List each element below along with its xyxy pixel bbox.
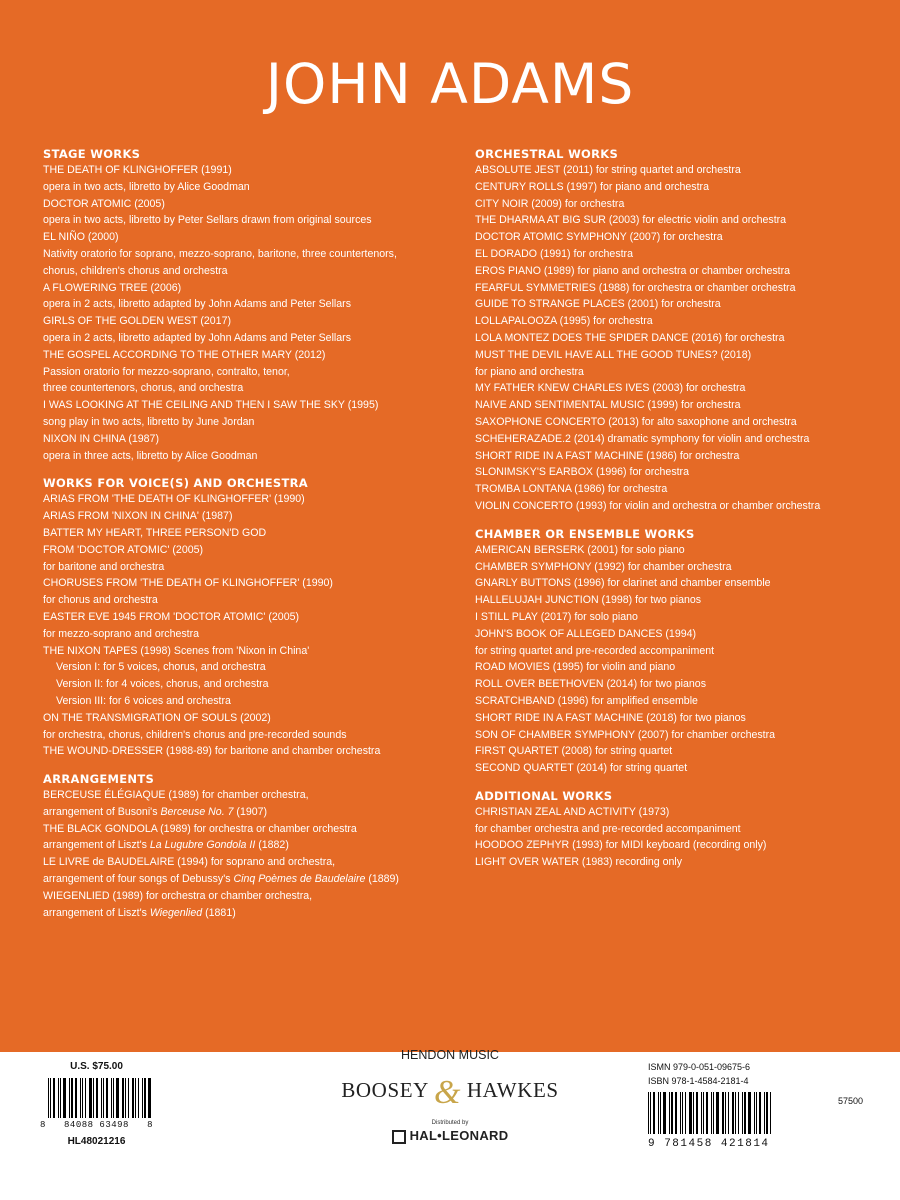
barcode-bar — [132, 1078, 134, 1118]
barcode-bar — [660, 1092, 661, 1134]
work-line: arrangement of Busoni's Berceuse No. 7 (1907) — [43, 805, 268, 818]
work-line: A FLOWERING TREE (2006) — [43, 281, 182, 294]
hendon-music-label: HENDON MUSIC — [401, 1048, 499, 1062]
work-line: for mezzo-soprano and orchestra — [43, 627, 200, 640]
left-column — [43, 146, 463, 932]
barcode-bar — [69, 1078, 70, 1118]
composer-title: JOHN ADAMS — [265, 52, 635, 116]
barcode-bar — [759, 1092, 761, 1134]
work-line: SCRATCHBAND (1996) for amplified ensemble — [475, 694, 698, 707]
barcode-bar — [682, 1092, 683, 1134]
barcode-bar — [669, 1092, 670, 1134]
section-stage-works — [43, 146, 463, 464]
work-line: CENTURY ROLLS (1997) for piano and orchestra — [475, 180, 709, 193]
work-line: SHORT RIDE IN A FAST MACHINE (1986) for orchestra — [475, 449, 740, 462]
work-line: CITY NOIR (2009) for orchestra — [475, 197, 625, 210]
work-line: HALLELUJAH JUNCTION (1998) for two pianos — [475, 594, 702, 607]
work-title-italic: La Lugubre Gondola II — [149, 839, 256, 852]
hal-leonard-logo — [300, 1128, 600, 1144]
hal-leonard-text: HAL•LEONARD — [409, 1128, 509, 1143]
barcode-bar — [658, 1092, 659, 1134]
work-line: ARIAS FROM 'THE DEATH OF KLINGHOFFER' (1990) — [43, 493, 305, 506]
work-line: I WAS LOOKING AT THE CEILING AND THEN I SAW THE SKY (1995) — [43, 399, 379, 412]
barcode-bar — [689, 1092, 692, 1134]
work-line: THE DEATH OF KLINGHOFFER (1991) — [43, 164, 232, 176]
work-line: ROLL OVER BEETHOVEN (2014) for two pianos — [475, 678, 706, 691]
barcode-bar — [722, 1092, 724, 1134]
work-line: SON OF CHAMBER SYMPHONY (2007) for chamber orchestra — [475, 728, 776, 741]
work-line: THE NIXON TAPES (1998) Scenes from 'Nixon in China' — [43, 644, 310, 657]
work-line: DOCTOR ATOMIC (2005) — [43, 197, 165, 210]
barcode-bar — [113, 1078, 114, 1118]
barcode-bar — [75, 1078, 77, 1118]
work-line: for chamber orchestra and pre-recorded accompaniment — [475, 822, 741, 835]
publisher-block — [300, 1046, 600, 1144]
section-arrangements — [43, 771, 463, 921]
work-line: for baritone and orchestra — [43, 560, 165, 573]
work-line: CHRISTIAN ZEAL AND ACTIVITY (1973) — [475, 805, 670, 818]
work-line: BATTER MY HEART, THREE PERSON'D GOD — [43, 526, 267, 539]
work-line: three countertenors, chorus, and orchestra — [43, 382, 244, 395]
work-line: THE WOUND-DRESSER (1988-89) for baritone and chamber orchestra — [43, 745, 381, 758]
boosey-hawkes-logo — [300, 1074, 600, 1112]
upc-barcode — [48, 1078, 154, 1118]
work-title-italic: Berceuse No. 7 — [160, 805, 234, 818]
ismn-label: ISMN 979-0-051-09675-6 — [648, 1062, 751, 1072]
barcode-bar — [135, 1078, 136, 1118]
section-heading: WORKS FOR VOICE(S) AND ORCHESTRA — [43, 476, 308, 491]
barcode-bar — [744, 1092, 746, 1134]
barcode-bar — [58, 1078, 59, 1118]
barcode-bar — [106, 1078, 108, 1118]
barcode-bar — [85, 1078, 86, 1118]
work-line: SECOND QUARTET (2014) for string quartet — [475, 762, 688, 775]
work-line: ARIAS FROM 'NIXON IN CHINA' (1987) — [43, 510, 233, 523]
product-code: HL48021216 — [67, 1136, 126, 1147]
work-line: FEARFUL SYMMETRIES (1988) for orchestra or chamber orchestra — [475, 281, 796, 294]
barcode-bar — [732, 1092, 734, 1134]
price-code: 57500 — [837, 1096, 863, 1106]
work-line: ROAD MOVIES (1995) for violin and piano — [475, 661, 676, 674]
barcode-bar — [711, 1092, 712, 1134]
upc-left-digit: 8 — [40, 1120, 46, 1130]
work-line: ON THE TRANSMIGRATION OF SOULS (2002) — [43, 711, 271, 724]
barcode-bar — [728, 1092, 729, 1134]
work-line: FROM 'DOCTOR ATOMIC' (2005) — [43, 543, 204, 556]
barcode-bar — [63, 1078, 66, 1118]
barcode-bar — [742, 1092, 743, 1134]
section-heading: STAGE WORKS — [43, 147, 141, 161]
work-line: GIRLS OF THE GOLDEN WEST (2017) — [43, 315, 231, 328]
barcode-bar — [756, 1092, 757, 1134]
work-line: song play in two acts, libretto by June Jordan — [43, 415, 255, 428]
work-line: EASTER EVE 1945 FROM 'DOCTOR ATOMIC' (2005) — [43, 610, 300, 623]
barcode-bar — [148, 1078, 151, 1118]
barcode-bar — [53, 1078, 55, 1118]
barcode-bar — [50, 1078, 51, 1118]
work-line: THE BLACK GONDOLA (1989) for orchestra or chamber orchestra — [43, 822, 357, 835]
barcode-bar — [754, 1092, 755, 1134]
barcode-bar — [101, 1078, 102, 1118]
work-line: EL DORADO (1991) for orchestra — [475, 247, 633, 260]
barcode-bar — [650, 1092, 651, 1134]
ampersand-logo: & — [434, 1074, 462, 1111]
work-line: DOCTOR ATOMIC SYMPHONY (2007) for orchestra — [475, 231, 723, 244]
work-line: GNARLY BUTTONS (1996) for clarinet and chamber ensemble — [475, 577, 771, 590]
hal-leonard-icon — [392, 1130, 406, 1144]
work-line: SAXOPHONE CONCERTO (2013) for alto saxophone and orchestra — [475, 415, 797, 428]
barcode-bar — [128, 1078, 129, 1118]
work-line: CHAMBER SYMPHONY (1992) for chamber orchestra — [475, 560, 732, 573]
barcode-bar — [82, 1078, 83, 1118]
work-line: ABSOLUTE JEST (2011) for string quartet and orchestra — [475, 164, 741, 176]
work-line: NIXON IN CHINA (1987) — [43, 432, 159, 445]
section-heading: ORCHESTRAL WORKS — [475, 147, 619, 161]
work-line: AMERICAN BERSERK (2001) for solo piano — [475, 543, 685, 556]
work-line: opera in two acts, libretto by Peter Sellars drawn from original sources — [43, 214, 372, 227]
work-line: for orchestra, chorus, children's chorus and pre-recorded sounds — [43, 728, 347, 741]
upc-right-digit: 8 — [147, 1120, 153, 1130]
work-line: GUIDE TO STRANGE PLACES (2001) for orchestra — [475, 298, 721, 311]
barcode-bar — [716, 1092, 719, 1134]
work-line: FIRST QUARTET (2008) for string quartet — [475, 745, 673, 758]
barcode-bar — [125, 1078, 126, 1118]
work-line: opera in 2 acts, libretto adapted by John Adams and Peter Sellars — [43, 331, 351, 344]
barcode-bar — [725, 1092, 726, 1134]
work-line: TROMBA LONTANA (1986) for orchestra — [475, 483, 668, 496]
hawkes-text: HAWKES — [466, 1078, 559, 1102]
barcode-bar — [663, 1092, 666, 1134]
barcode-bar — [116, 1078, 119, 1118]
upc-digits: 84088 63498 — [64, 1120, 129, 1130]
isbn-barcode — [648, 1094, 774, 1134]
work-line: WIEGENLIED (1989) for orchestra or chamber orchestra, — [43, 889, 313, 902]
work-line: MUST THE DEVIL HAVE ALL THE GOOD TUNES? (2018) — [475, 348, 752, 361]
work-line: VIOLIN CONCERTO (1993) for violin and orchestra or chamber orchestra — [475, 499, 821, 512]
barcode-bar — [701, 1092, 702, 1134]
barcode-bar — [696, 1092, 698, 1134]
work-line: THE GOSPEL ACCORDING TO THE OTHER MARY (2012) — [43, 348, 326, 361]
barcode-bar — [80, 1078, 81, 1118]
work-line: Version I: for 5 voices, chorus, and orchestra — [56, 661, 266, 674]
isbn-label: ISBN 978-1-4584-2181-4 — [648, 1076, 749, 1086]
work-line: for string quartet and pre-recorded accompaniment — [475, 644, 715, 657]
barcode-bar — [685, 1092, 686, 1134]
work-line: I STILL PLAY (2017) for solo piano — [475, 610, 638, 623]
work-line: LE LIVRE de BAUDELAIRE (1994) for soprano and orchestra, — [43, 856, 336, 869]
barcode-bar — [675, 1092, 677, 1134]
barcode-bar — [703, 1092, 704, 1134]
work-line: arrangement of Liszt's Wiegenlied (1881) — [43, 906, 236, 919]
barcode-bar — [138, 1078, 139, 1118]
barcode-bar — [111, 1078, 112, 1118]
barcode-bar — [693, 1092, 694, 1134]
barcode-bar — [96, 1078, 98, 1118]
work-line: SCHEHERAZADE.2 (2014) dramatic symphony for violin and orchestra — [475, 432, 810, 445]
work-line: NAIVE AND SENTIMENTAL MUSIC (1999) for orchestra — [475, 399, 741, 412]
work-line: for piano and orchestra — [475, 365, 584, 378]
work-line: Nativity oratorio for soprano, mezzo-soprano, baritone, three countertenors, — [43, 247, 397, 260]
barcode-bar — [89, 1078, 92, 1118]
barcode-bar — [680, 1092, 681, 1134]
barcode-bar — [142, 1078, 143, 1118]
barcode-bar — [144, 1078, 146, 1118]
work-line: opera in three acts, libretto by Alice Goodman — [43, 449, 258, 462]
work-line: CHORUSES FROM 'THE DEATH OF KLINGHOFFER' (1990) — [43, 577, 333, 590]
barcode-bar — [122, 1078, 124, 1118]
work-line: LIGHT OVER WATER (1983) recording only — [475, 856, 683, 869]
barcode-bar — [706, 1092, 708, 1134]
section-works-for-voice-s-and-orchestra — [43, 475, 463, 760]
work-line: Version III: for 6 voices and orchestra — [56, 694, 231, 707]
work-title-italic: Wiegenlied — [149, 906, 203, 919]
section-chamber-or-ensemble-works — [475, 526, 885, 777]
section-heading: CHAMBER OR ENSEMBLE WORKS — [475, 526, 695, 541]
barcode-bar — [770, 1092, 771, 1134]
barcode-bar — [653, 1092, 655, 1134]
work-line: MY FATHER KNEW CHARLES IVES (2003) for orchestra — [475, 382, 746, 395]
barcode-bar — [735, 1092, 736, 1134]
work-line: opera in two acts, libretto by Alice Goodman — [43, 180, 250, 193]
section-orchestral-works — [475, 146, 885, 515]
work-line: HOODOO ZEPHYR (1993) for MIDI keyboard (recording only) — [475, 839, 767, 852]
section-heading: ADDITIONAL WORKS — [475, 788, 613, 803]
section-heading: ARRANGEMENTS — [43, 772, 155, 787]
work-line: LOLA MONTEZ DOES THE SPIDER DANCE (2016) for orchestra — [475, 331, 785, 344]
barcode-bar — [71, 1078, 73, 1118]
work-line: THE DHARMA AT BIG SUR (2003) for electric violin and orchestra — [475, 214, 787, 227]
work-line: EROS PIANO (1989) for piano and orchestra or chamber orchestra — [475, 264, 791, 277]
isbn-barcode-digits: 9 781458 421814 — [648, 1138, 770, 1150]
work-line: for chorus and orchestra — [43, 594, 158, 607]
barcode-bar — [671, 1092, 673, 1134]
work-line: EL NIÑO (2000) — [43, 231, 119, 244]
barcode-bar — [48, 1078, 49, 1118]
work-line: Version II: for 4 voices, chorus, and orchestra — [56, 678, 269, 691]
barcode-bar — [738, 1092, 739, 1134]
work-line: Passion oratorio for mezzo-soprano, contralto, tenor, — [43, 365, 290, 378]
distributed-by-label: Distributed by — [431, 1120, 469, 1126]
barcode-bar — [766, 1092, 768, 1134]
barcode-bar — [764, 1092, 765, 1134]
price-label: U.S. $75.00 — [70, 1061, 123, 1072]
upc-barcode-block — [40, 1060, 153, 1178]
barcode-bar — [93, 1078, 94, 1118]
work-line: SLONIMSKY'S EARBOX (1996) for orchestra — [475, 466, 689, 479]
work-line: arrangement of four songs of Debussy's Cinq Poèmes de Baudelaire (1889) — [43, 873, 399, 886]
work-line: LOLLAPALOOZA (1995) for orchestra — [475, 315, 653, 328]
work-line: arrangement of Liszt's La Lugubre Gondola II (1882) — [43, 839, 289, 852]
right-column — [475, 146, 885, 882]
isbn-barcode-block — [648, 1060, 863, 1178]
section-additional-works — [475, 788, 885, 871]
work-line: chorus, children's chorus and orchestra — [43, 264, 228, 277]
barcode-bar — [748, 1092, 751, 1134]
work-line: JOHN'S BOOK OF ALLEGED DANCES (1994) — [475, 627, 697, 640]
barcode-bar — [648, 1092, 649, 1134]
work-line: SHORT RIDE IN A FAST MACHINE (2018) for two pianos — [475, 711, 746, 724]
barcode-bar — [713, 1092, 714, 1134]
work-title-italic: Cinq Poèmes de Baudelaire — [233, 873, 366, 886]
barcode-bar — [60, 1078, 61, 1118]
work-line: BERCEUSE ÉLÉGIAQUE (1989) for chamber orchestra, — [43, 789, 309, 802]
barcode-bar — [103, 1078, 104, 1118]
work-line: opera in 2 acts, libretto adapted by John Adams and Peter Sellars — [43, 298, 351, 311]
boosey-text: BOOSEY — [341, 1078, 429, 1102]
